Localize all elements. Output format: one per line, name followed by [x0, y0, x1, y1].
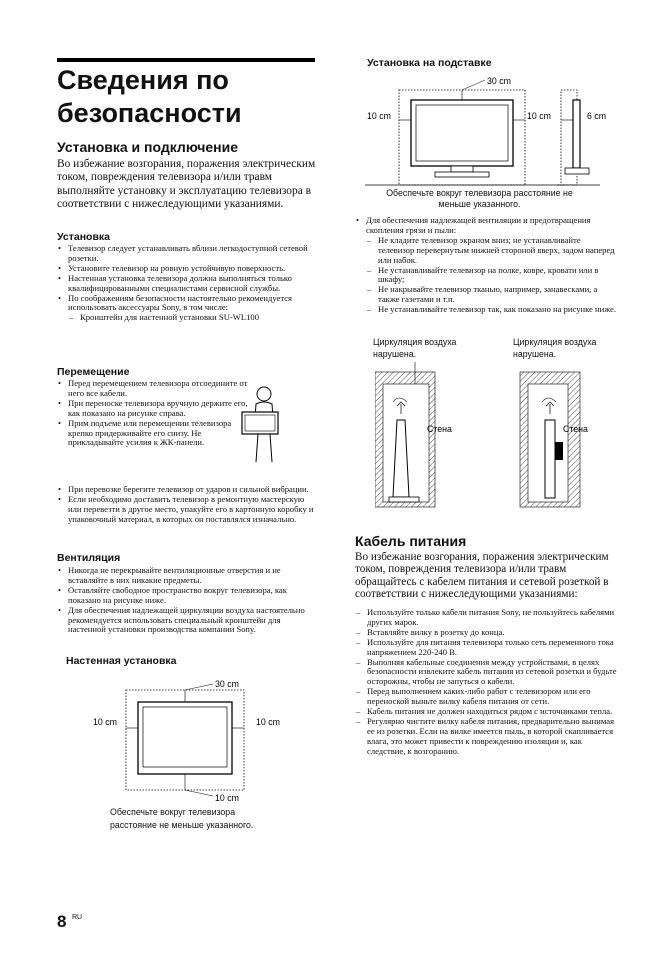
ust-heading: Установка: [57, 231, 110, 243]
list-item: • Перед перемещением телевизора отсоедините от него все кабели.: [57, 379, 257, 399]
airflow-blocked-label-2: Циркуляция воздуха нарушена.: [513, 337, 597, 359]
airflow-blocked-label-1: Циркуляция воздуха нарушена.: [373, 337, 457, 359]
list-item: • Прим подъеме или перемещении телевизора крепко придерживайте его снизу. Не прикладывайте усилия к ЖК-панели.: [57, 419, 257, 449]
page-language: RU: [72, 914, 83, 921]
list-item: • Настенная установка телевизора должна выполняться только квалифицированными специалистами сервисной службы.: [57, 274, 319, 294]
wall-mount-clearance-diagram: [90, 674, 290, 804]
stand-heading: Установка на подставке: [367, 57, 492, 69]
list-item: – Не устанавливайте телевизор на полке, ковре, кровати или в шкафу;: [366, 266, 617, 286]
list-item: – Кронштейн для настенной установки SU-WL100: [68, 313, 319, 323]
title-rule: [57, 58, 315, 62]
ventilation-extra-list: [355, 216, 617, 315]
list-item: – Не накрывайте телевизор тканью, например, занавесками, а также газетами и т.п.: [366, 285, 617, 305]
page-number: 8: [57, 912, 67, 931]
list-item: – Кабель питания не должен находиться рядом с источниками тепла.: [355, 707, 617, 717]
wall-right-label: 10 cm: [256, 717, 280, 727]
wall-bottom-label: 10 cm: [215, 793, 239, 803]
cable-intro: Во избежание возгорания, поражения электрическим током, повреждения телевизора и/или травм обращайтесь с кабелем питания и сетевой розеткой в соответствии с нижеследующими указаниями:: [355, 551, 609, 601]
stand-right-label: 10 cm: [527, 111, 551, 121]
stand-clearance-diagram: [365, 72, 625, 187]
install-intro: Во избежание возгорания, поражения электрическим током, повреждения телевизора и/или травм выполняйте установку и эксплуатацию телевизора в соответствии с нижеследующими указаниями.: [57, 158, 316, 211]
list-item: – Выполняя кабельные соединения между устройствами, в целях безопасности извлеките кабель питания из сетевой розетки и будьте осторожны, чтобы не запуться о кабели.: [355, 658, 617, 688]
wall-mount-caption: Обеспечьте вокруг телевизора расстояние не меньше указанного.: [110, 807, 254, 830]
person-carrying-tv-illustration: [236, 384, 288, 464]
wall-label-1: Стена: [427, 424, 452, 434]
list-item: – Регулярно чистите вилку кабеля питания, предварительно вынимая ее из розетки. Если на вилке имеется пыль, в которой скапливается влага, это может привести к повреждению изоляции и, как следствие, к возгоранию.: [355, 717, 617, 757]
wall-top-label: 30 cm: [215, 679, 239, 689]
list-item: – Перед выполнением каких-либо работ с телевизором или его переноской выньте вилку кабеля питания от сети.: [355, 687, 617, 707]
list-item: • Никогда не перекрывайте вентиляционные отверстия и не вставляйте в них никакие предметы.: [57, 566, 319, 586]
wall-mount-heading: Настенная установка: [66, 655, 177, 667]
list-item: • Оставляйте свободное пространство вокруг телевизора, как показано на рисунке ниже.: [57, 586, 319, 606]
vent-list: [57, 566, 319, 635]
list-item: – Используйте только кабели питания Sony, не пользуйтесь кабелями других марок.: [355, 608, 617, 628]
list-item: • При перевозке берегите телевизор от ударов и сильной вибрации.: [57, 485, 319, 495]
cable-list: [355, 608, 617, 757]
list-item: • По соображениям безопасности настоятельно рекомендуется использовать аксессуары Sony, в том числе:: [57, 294, 319, 314]
stand-top-label: 30 cm: [487, 76, 511, 86]
list-item: • Для обеспечения надлежащей циркуляции воздуха настоятельно рекомендуется использовать специальный кронштейн для настенной установки производства компании Sony.: [57, 606, 319, 636]
cable-heading: Кабель питания: [355, 533, 467, 549]
per-heading: Перемещение: [57, 366, 130, 378]
wall-label-2: Стена: [563, 424, 588, 434]
list-item: – Вставляйте вилку в розетку до конца.: [355, 628, 617, 638]
per-list-b: [57, 485, 319, 525]
list-item: • При переноске телевизора вручную держите его, как показано на рисунке справа.: [57, 399, 257, 419]
per-list-a: [57, 379, 257, 448]
stand-left-label: 10 cm: [367, 111, 391, 121]
list-item: • Для обеспечения надлежащей вентиляции и предотвращения скопления грязи и пыли:: [355, 216, 617, 236]
vent-heading: Вентиляция: [57, 552, 121, 564]
stand-caption: Обеспечьте вокруг телевизора расстояние не меньше указанного.: [386, 188, 573, 209]
page-title: Сведения по безопасности: [57, 65, 242, 128]
stand-side-label: 6 cm: [587, 111, 607, 121]
list-item: – Используйте для питания телевизора только сеть переменного тока напряжением 220-240 В.: [355, 638, 617, 658]
list-item: – Не кладите телевизор экраном вниз; не устанавливайте телевизор перевернутым нижней стороной вверх, задом наперед или набок.: [366, 236, 617, 266]
install-heading: Установка и подключение: [57, 139, 239, 155]
list-item: • Если необходимо доставить телевизор в ремонтную мастерскую или перевезти в другое место, упакуйте его в картонную коробку и упаковочный материал, в которых он поставлялся изначально.: [57, 495, 319, 525]
list-item: • Телевизор следует устанавливать вблизи легкодоступной сетевой розетки.: [57, 244, 319, 264]
blocked-airflow-diagram: [375, 362, 625, 514]
list-item: – Не устанавливайте телевизор так, как показано на рисунке ниже.: [366, 305, 617, 315]
ust-list: [57, 244, 319, 323]
list-item: • Установите телевизор на ровную устойчивую поверхность.: [57, 264, 319, 274]
wall-left-label: 10 cm: [93, 717, 117, 727]
